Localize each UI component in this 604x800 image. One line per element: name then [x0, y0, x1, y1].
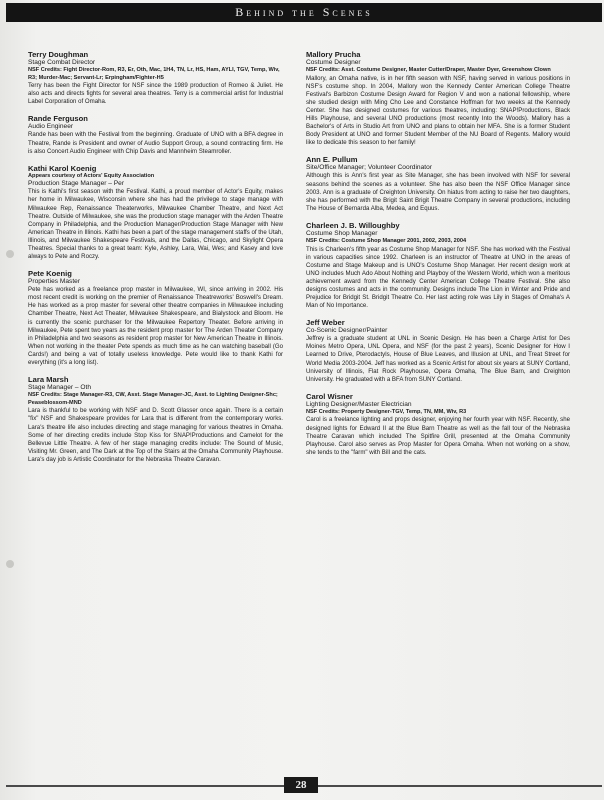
bio-name: Jeff Weber	[306, 318, 345, 328]
bio-name: Terry Doughman	[28, 50, 89, 59]
bio-role: Audio Engineer	[28, 123, 74, 131]
binding-hole	[6, 250, 14, 258]
bio-text: Mallory, an Omaha native, is in her fifth season with NSF, having served in various positions in NSF's costume shop. In 2004, Mallory won the Kennedy Center American College Theatre Festival's Barbizon Costume Design Award for Region V and won a national fellowship, where she studied design with Ming Cho Lee and Constance Hoffman for two weeks at the Kennedy Center. She has designed costumes for various theatres, including: SNAP!Productions, Black Hills Playhouse, and several UNO productions (most recently Into the Woods). Mallory has a Bachelor's of Arts in Studio Art from UNO and plans to obtain her MFA. She is a former Student Body President at UNO and former Student Member of the NU Board of Regents. Mallory would like to dedicate this season to her family!	[306, 74, 570, 147]
bio-credits: NSF Credits: Stage Manager-R3, CW, Asst. Stage Manager-JC, Asst. to Lighting Designer-Shc; Peaseblossom-MND	[28, 392, 278, 406]
bio-role: Production Stage Manager – Per	[28, 180, 125, 188]
bio-role: Stage Combat Director	[28, 59, 96, 66]
bio-name: Carol Wisner	[306, 391, 353, 401]
bio-affiliation: Appears courtesy of Actors' Equity Association	[28, 172, 155, 179]
right-column	[306, 50, 570, 465]
bio-entry	[28, 164, 283, 261]
bio-credits: NSF Credits: Costume Shop Manager 2001, 2002, 2003, 2004	[306, 237, 467, 244]
bio-text: Jeffrey is a graduate student at UNL in Scenic Design. He has been a Charge Artist for Des Moines Metro Opera, UNL Opera, and NSF (for the past 2 years), Scenic Designer for How I Learned to Drive, Pterodactyls, House of Blue Leaves, and Illusion at UNL, and Treat Street for World Media 2003-2004. Jeff has worked as a Scenic Artist for about six years at SUNY Cortland, University of Illinois, Flat Rock Playhouse, Opera Omaha, The Blue Barn, and Creighton University. He graduated with a BFA from SUNY Cortland.	[306, 335, 570, 383]
bio-text: Terry has been the Fight Director for NSF since the 1989 production of Romeo & Juliet. He also acts and directs fights for several area theatres. Terry is a commercial artist for Industrial Label Corporation of Omaha.	[28, 82, 283, 106]
bio-entry	[28, 50, 283, 106]
bio-name: Ann E. Pullum	[306, 155, 358, 165]
bio-name: Rande Ferguson	[28, 114, 88, 124]
bio-credits: NSF Credits: Property Designer-TGV, Temp, TN, MM, Wiv, R3	[306, 408, 467, 415]
bio-entry	[306, 221, 570, 310]
bio-text: Carol is a freelance lighting and props designer, enjoying her fourth year with NSF. Recently, she designed lights for Edward II at the Blue Barn Theatre as well as the fall tour of the Nebraska Theatre Caravan which included The Spitfire Grill, presented at the Omaha Community Playhouse. Carol also serves as Prop Master for Opera Omaha. When not working on a show, she tends to the "farm" with Bill and the cats.	[306, 416, 570, 456]
bio-role: Costume Shop Manager	[306, 229, 378, 237]
bio-entry	[28, 269, 283, 367]
bio-credits: NSF Credits: Fight Director-Rom, R3, Er, Oth, Mac, 1H4, TN, Lr, HS, Ham, AYLI, TGV, Temp, Wiv, R3; Murder-Mac; Servant-Lr; Erpingham/Fighter-H5	[28, 67, 280, 81]
bio-role: Stage Manager – Oth	[28, 384, 92, 392]
bio-entry	[28, 114, 283, 155]
section-title: Behind the Scenes	[235, 5, 373, 19]
bio-text: Rande has been with the Festival from the beginning. Graduate of UNO with a BFA degree in Theatre, Rande is President and owner of Audio Support Group, a sound contracting firm. He is also Concert Audio Engineer with Chip Davis and Mannheim Steamroller.	[28, 131, 283, 155]
bio-role: Co-Scenic Designer/Painter	[306, 327, 388, 335]
bio-name: Kathi Karol Koenig	[28, 163, 97, 173]
page-number-box	[284, 777, 318, 793]
binding-hole	[6, 560, 14, 568]
bio-entry	[306, 155, 570, 212]
left-column	[28, 50, 283, 472]
bio-entry	[306, 50, 570, 147]
page-number: 28	[295, 779, 307, 791]
bio-text: Although this is Ann's first year as Site Manager, she has been involved with NSF for several seasons behind the scenes as a volunteer. She has also been the NSF Office Manager since 2003. Ann is a graduate of Creighton University. On hiatus from acting to raise her two daughters, she has performed with the Brigit Saint Brigit Theatre Company in several productions, including The House of Bernarda Alba, Medea, and Equus.	[306, 172, 570, 212]
bio-name: Lara Marsh	[28, 375, 69, 385]
bio-role: Properties Master	[28, 278, 81, 286]
bio-name: Mallory Prucha	[306, 50, 361, 59]
bio-text: Lara is thankful to be working with NSF and D. Scott Glasser once again. There is a certain "fix" NSF and Shakespeare provides for Lara that is different from the contemporary works. Lara's theatre life also includes directing and stage managing for various theatres in Omaha. Some of her directing credits include Stop Kiss for SNAP!Productions and Camelot for the Bellevue Little Theatre. A few of her stage managing credits include: The Sound of Music, Visiting Mr. Green, and The Dark at the Top of the Stairs at the Omaha Community Playhouse. Lara's day job is Artistic Coordinator for the Nebraska Theatre Caravan.	[28, 407, 283, 463]
bio-text: This is Kathi's first season with the Festival. Kathi, a proud member of Actor's Equity, makes her home in Milwaukee, Wisconsin where she has had the privilege to stage manage with Milwaukee Rep, Renaissance Theaterworks, Milwaukee Chamber Theatre, and Next Act Theatre. Outside of Milwaukee, she was the production stage manager with the Arden Theatre Company in Philadelphia, and the Production Manager/Production Stage Manager with New American Theatre in Illinois. Kathi has been a part of the stage management staffs of the Utah, Illinois, and Milwaukee Shakespeare Festivals, and the Dallas, Chicago, and Skylight Opera Theatres. Special thanks to a great team: Kyle, Ashley, Lara, Wai, Wes; and Kasey and love always to Pete and Roczy.	[28, 188, 283, 261]
bio-entry	[306, 392, 570, 457]
bio-role: Lighting Designer/Master Electrician	[306, 400, 412, 408]
bio-role: Costume Designer	[306, 59, 361, 66]
bio-text: This is Charleen's fifth year as Costume Shop Manager for NSF. She has worked with the Festival in various capacities since 1992. Charleen is an instructor of Theatre at UNO in the areas of Costume and Stage Makeup and is UNO's Costume Shop Manager. Her recent design work at UNO includes Much Ado About Nothing and Playboy of the Western World, which won a meritous achievement award from the Kennedy Center American College Theatre Festival. She also designs costumes and acts in the community. Designs include The Lion in Winter and Pride and Prejudice for Bridgit St. Bridgit Theatre Co. Her last acting role was Lily in Stages of Omaha's A Man of No Importance.	[306, 245, 570, 310]
bio-role: Site/Office Manager; Volunteer Coordinator	[306, 164, 432, 172]
bio-text: Pete has worked as a freelance prop master in Milwaukee, WI, since arriving in 2002. His most recent credit is working on the premier of Renaissance Theatreworks' Boswell's Dream. He has worked as a prop master for several other theatre companies in Milwaukee including Chamber Theatre, Next Act Theater, Milwaukee Shakespeare, and Bialystock and Bloom. He is currently the scenic purchaser for the Milwaukee Repertory Theater. Before arriving in Milwaukee, Pete spent two years as the resident prop master for The Arden Theater Company in Philadelphia and two seasons as resident prop master for New American Theatre in Illinois. When not working in the theater Pete spends as much time as he can watching baseball (Go Cards!) and being a vat of totally useless knowledge. Pete would like to thank Kathi for everything (it's a long list).	[28, 286, 283, 367]
section-header	[6, 3, 602, 22]
bio-entry	[28, 375, 283, 464]
bio-credits: NSF Credits: Asst. Costume Designer, Master Cutter/Draper, Master Dyer, Greenshow Clown	[306, 67, 551, 73]
bio-name: Charleen J. B. Willoughby	[306, 220, 400, 230]
bio-entry	[306, 318, 570, 384]
bio-name: Pete Koenig	[28, 269, 72, 279]
